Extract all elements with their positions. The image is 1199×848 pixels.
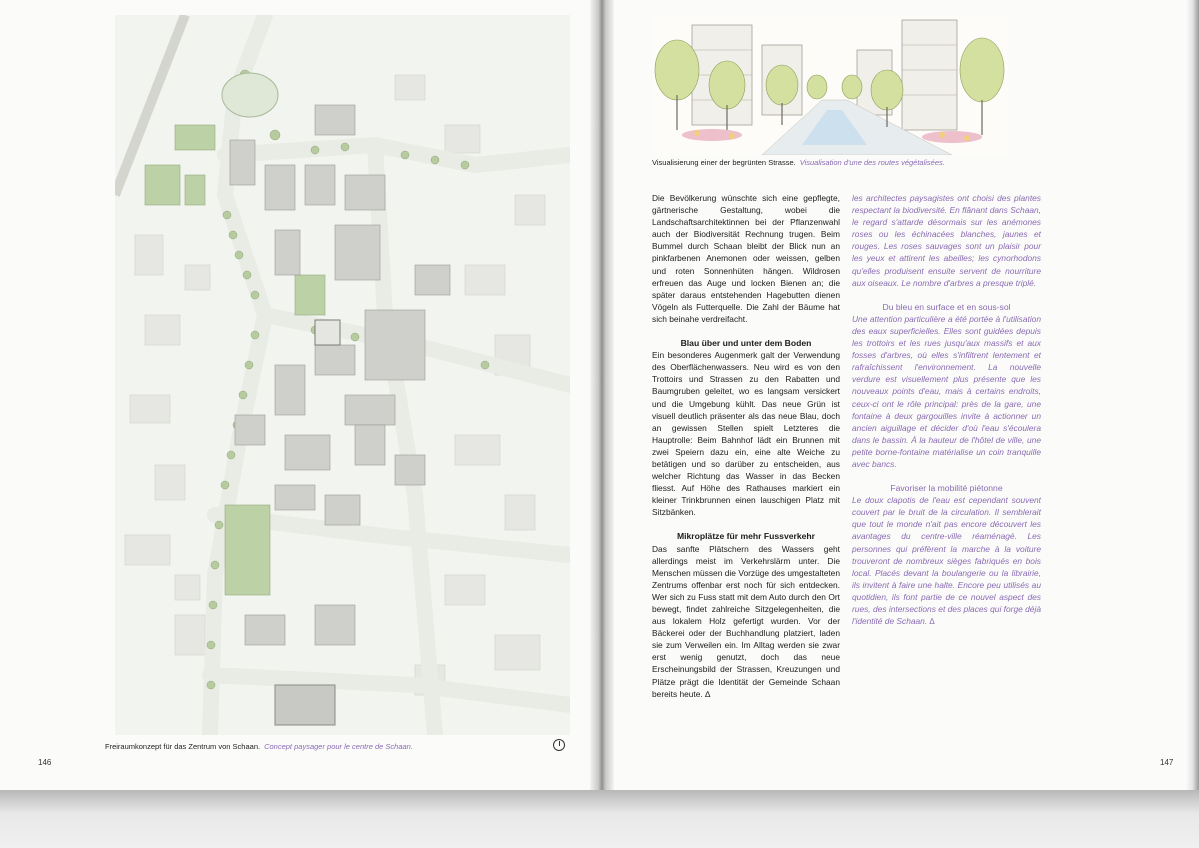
german-paragraph-3: Das sanfte Plätschern des Wassers geht allerdings meist im Verkehrslärm unter. Die Menschen müssen die Vorzüge des umgestalteten Zentrums offenbar erst noch für sich entdecken. Wer sich zu Fuss statt mit dem Auto durch den Ort bewegt, findet zahlreiche Sitzgelegenheiten, die aus lokalem Holz gefertigt wurden. Vor der Bäckerei oder der Buchhandlung platziert, laden sie zum Verweilen ein. Im Alltag werden sie zwar erst wenig genutzt, doch das neue Erscheinungsbild der Strassen, Kreuzungen und Plätze prägt die Identität der Gemeinde Schaan bereits heute. ∆ [652, 543, 840, 699]
german-heading-3: Mikroplätze für mehr Fussverkehr [676, 531, 816, 542]
map-caption-german: Freiraumkonzept für das Zentrum von Schaan. [105, 742, 261, 751]
french-heading-3: Favoriser la mobilité piétonne [890, 483, 1003, 494]
german-heading-2: Blau über und unter dem Boden [680, 338, 812, 349]
french-paragraph-2: Une attention particulière a été portée à l'utilisation des eaux superficielles. Elles sont guidées depuis les trottoirs et les rues jusqu'aux massifs et aux fosses d'arbres, où elles s'infiltrent lentement et rafraîchissent l'environnement. La nouvelle verdure est visuellement plus présente que les nouveaux points d'eau, mais à certains endroits, ceux-ci ont le rôle principal: près de la gare, une fontaine à deux gargouilles invite à actionner un ancien aiguillage et décider d'où l'eau s'écoulera dans le bassin. À la hauteur de l'hôtel de ville, une petite borne-fontaine matérialise un coin tranquille avec bancs. [852, 313, 1041, 469]
sketch-caption-german: Visualisierung einer der begrünten Strasse. [652, 158, 796, 167]
scan-background [0, 790, 1199, 848]
french-paragraph-3: Le doux clapotis de l'eau est cependant souvent couvert par le bruit de la circulation. Il semblerait que tout le monde n'ait pas encore découvert les avantages du centre-ville réaménagé. Les personnes qui préfèrent la marche à la voiture trouveront de nombreux sièges fabriqués en bois local. Placés devant la boulangerie ou la librairie, ils invitent à faire une halte. Encore peu utilisés au quotidien, ils font partie de ce nouvel aspect des rues, des intersections et des places qui forge déjà l'identité de Schaan. ∆ [852, 495, 1041, 627]
sketch-caption-french: Visualisation d'une des routes végétalisées. [799, 158, 945, 167]
north-arrow-icon [553, 739, 565, 751]
german-paragraph-1: Die Bevölkerung wünschte sich eine gepflegte, gärtnerische Gestaltung, wobei die Landschaftsarchitektinnen bei der Pflanzenwahl auch der Biodiversität Rechnung trugen. Beim Bummel durch Schaan bleibt der Blick nun an pinkfarbenen Anemonen oder weissen, gelben und roten Sonnenhüten hängen. Wildrosen erfreuen das Auge und locken Bienen an; die später daraus entstehenden Hagebutten dienen Vögeln als Futterquelle. Die Zahl der Bäume hat sich beinahe verdreifacht. [652, 193, 840, 324]
book-gutter [590, 0, 614, 790]
french-text-column [852, 192, 1041, 627]
page-number-left: 146 [38, 758, 52, 767]
french-paragraph-1: les architectes paysagistes ont choisi des plantes respectant la biodiversité. En flânant dans Schaan, le regard s'attarde désormais sur les anémones roses ou les échinacées blanches, jaunes et rouges. Les roses sauvages sont un plaisir pour les yeux et attirent les abeilles; les cynorhodons qu'elles produisent ensuite servent de nourriture aux oiseaux. Le nombre d'arbres a presque triplé. [852, 193, 1041, 288]
street-visualisation-sketch [652, 15, 1008, 155]
map-caption [105, 742, 413, 751]
page-number-right: 147 [1160, 758, 1174, 767]
german-paragraph-2: Ein besonderes Augenmerk galt der Verwendung des Oberflächenwassers. Neu wird es von den Trottoirs und Strassen zu den Rabatten und Baumgruben geleitet, wo es langsam versickert und die Umgebung kühlt. Das neue Grün ist visuell deutlich präsenter als das neue Blau, doch an gewissen Stellen spielt Letzteres die Hauptrolle: Beim Bahnhof lädt ein Brunnen mit zwei Speiern dazu ein, eine alte Weiche zu betätigen und so darüber zu entscheiden, aus welcher Richtung das Wasser in das Becken fliesst. Auf Höhe des Rathauses markiert ein kleiner Trinkbrunnen einen lauschigen Platz mit Sitzbänken. [652, 350, 840, 518]
map-caption-french: Concept paysager pour le centre de Schaan. [264, 742, 413, 751]
site-plan-map [115, 15, 570, 735]
page-edge [1186, 0, 1199, 790]
french-heading-2: Du bleu en surface et en sous-sol [882, 301, 1011, 312]
sketch-caption [652, 158, 945, 167]
german-text-column [652, 192, 840, 700]
